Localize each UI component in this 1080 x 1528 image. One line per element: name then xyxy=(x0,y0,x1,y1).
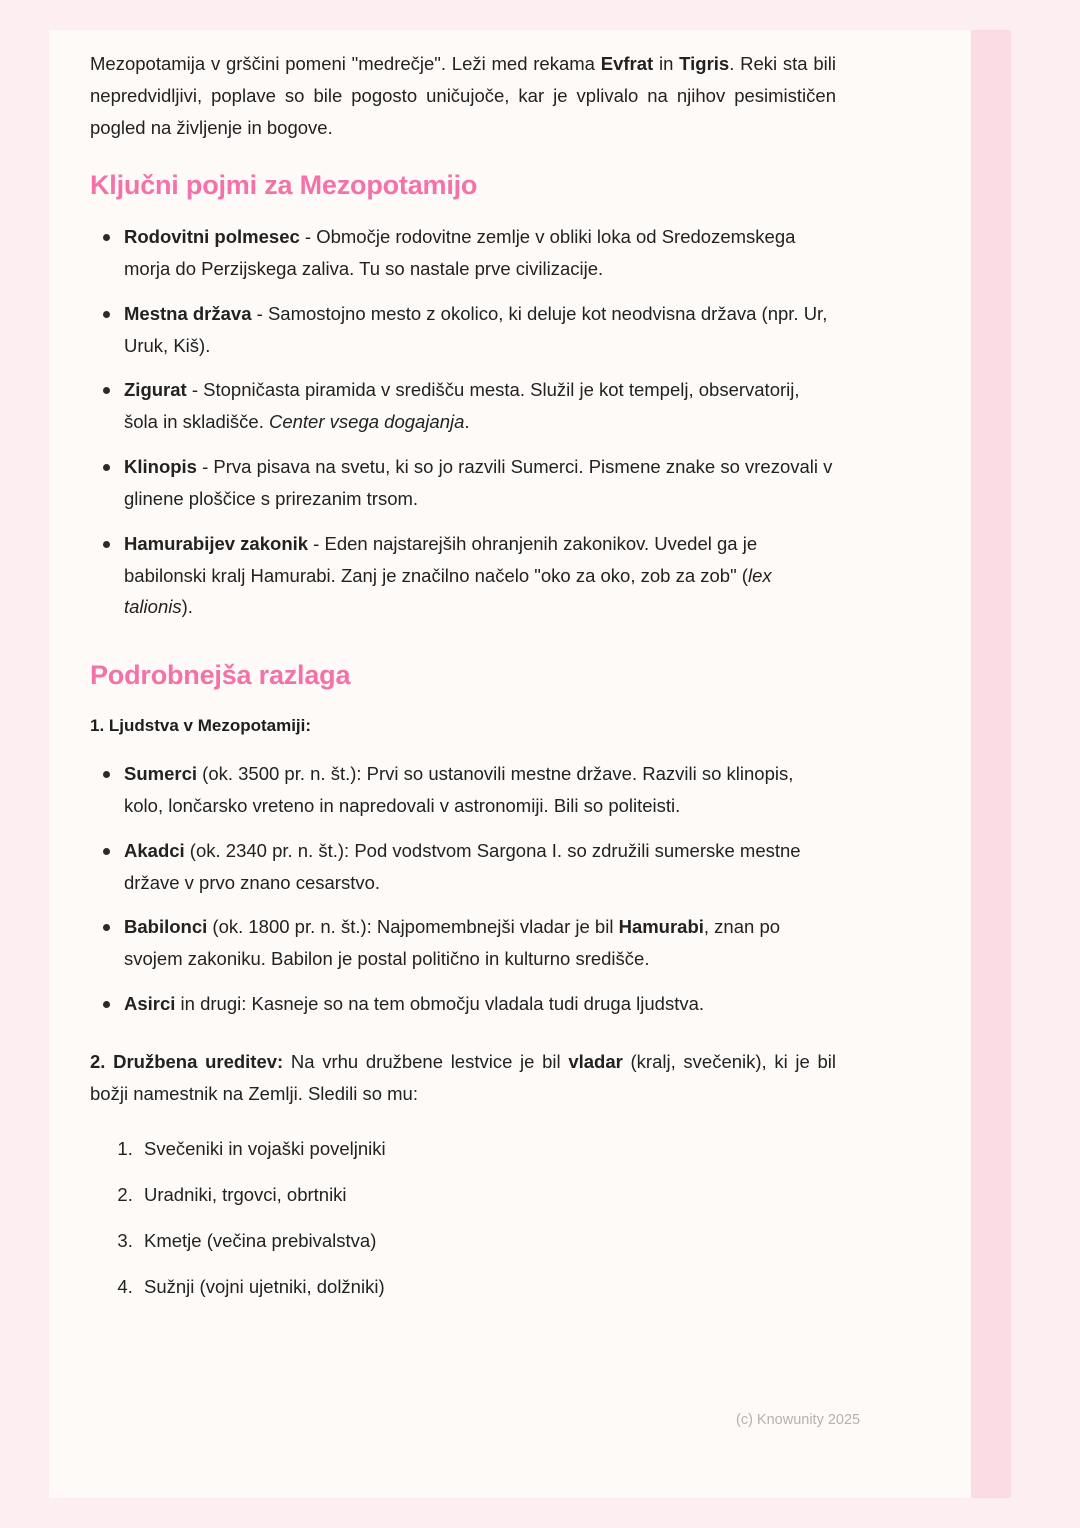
social-ranks-list xyxy=(90,1133,836,1302)
list-item xyxy=(90,374,836,438)
list-item xyxy=(90,221,836,285)
footer-credit: (c) Knowunity 2025 xyxy=(736,1412,861,1428)
peoples-list xyxy=(90,758,836,1020)
list-item xyxy=(90,988,836,1020)
list-item: 4. Sužnji (vojni ujetniki, dolžniki) xyxy=(138,1271,836,1303)
intro-bold-tigris: Tigris xyxy=(679,53,730,74)
page-side-strip xyxy=(971,30,1011,1498)
people-label: Sumerci xyxy=(124,763,198,785)
list-item xyxy=(90,298,836,362)
list-item: 1. Svečeniki in vojaški poveljniki xyxy=(138,1133,836,1165)
list-item: 3. Kmetje (večina prebivalstva) xyxy=(138,1225,836,1257)
intro-text-part1: Mezopotamija v grščini pomeni "medrečje". Leži med rekama xyxy=(90,53,601,74)
social-order-paragraph xyxy=(90,1046,836,1110)
subheading-peoples: 1. Ljudstva v Mezopotamiji: xyxy=(90,715,312,735)
people-description: in drugi: Kasneje so na tem območju vladala tudi druga ljudstva. xyxy=(175,992,705,1014)
social-order-bold-ruler: vladar xyxy=(568,1050,623,1072)
list-item xyxy=(90,835,836,899)
social-order-text1: Na vrhu družbene lestvice je bil xyxy=(283,1050,569,1072)
term-label: Hamurabijev zakonik xyxy=(124,532,309,554)
intro-text-part2: in xyxy=(653,53,680,74)
term-label: Zigurat xyxy=(124,379,187,401)
list-item xyxy=(90,911,836,975)
social-order-text2: (kralj, svečenik), ki je bil božji namestnik na Zemlji. Sledili so mu: xyxy=(90,1050,836,1104)
term-italic-note: lex talionis xyxy=(124,564,772,618)
term-description: - Prva pisava na svetu, ki so jo razvili Sumerci. Pismene znake so vrezovali v glinene ploščice s prirezanim trsom. xyxy=(124,456,833,509)
term-label: Rodovitni polmesec xyxy=(124,226,300,248)
term-description: - Stopničasta piramida v središču mesta. Služil je kot tempelj, observatorij, šola in skladišče. xyxy=(124,379,800,433)
term-description-tail: . xyxy=(464,411,470,433)
term-description: - Eden najstarejših ohranjenih zakonikov. Uvedel ga je babilonski kralj Hamurabi. Zanj je značilno načelo "oko za oko, zob za zob" ( xyxy=(124,532,758,586)
list-item xyxy=(90,528,836,623)
people-label: Babilonci xyxy=(124,916,208,938)
social-order-lead: 2. Družbena ureditev: xyxy=(90,1050,284,1072)
people-label: Akadci xyxy=(124,839,185,861)
list-item: 2. Uradniki, trgovci, obrtniki xyxy=(138,1179,836,1211)
intro-paragraph xyxy=(90,48,836,143)
term-description-tail: ). xyxy=(181,596,193,618)
people-description-tail: , znan po svojem zakoniku. Babilon je postal politično in kulturno središče. xyxy=(124,916,781,970)
term-description: - Samostojno mesto z okolico, ki deluje kot neodvisna država (npr. Ur, Uruk, Kiš). xyxy=(124,302,828,356)
note-content xyxy=(90,48,836,1317)
list-item xyxy=(90,758,836,822)
term-label: Mestna država xyxy=(124,302,252,324)
term-description: - Območje rodovitne zemlje v obliki loka od Sredozemskega morja do Perzijskega zaliva. Tu so nastale prve civilizacije. xyxy=(124,226,796,279)
people-description: (ok. 3500 pr. n. št.): Prvi so ustanovili mestne države. Razvili so klinopis, kolo, lončarsko vreteno in napredovali v astronomiji. Bili so politeisti. xyxy=(124,763,794,816)
people-description: (ok. 1800 pr. n. št.): Najpomembnejši vladar je bil xyxy=(207,916,619,938)
key-terms-list xyxy=(90,221,836,623)
intro-bold-evfrat: Evfrat xyxy=(600,53,654,74)
section-heading-detailed: Podrobnejša razlaga xyxy=(90,660,351,691)
term-italic-note: Center vsega dogajanja xyxy=(268,411,465,433)
people-label: Asirci xyxy=(124,992,176,1014)
section-heading-key-terms: Ključni pojmi za Mezopotamijo xyxy=(90,170,478,201)
people-description: (ok. 2340 pr. n. št.): Pod vodstvom Sargona I. so združili sumerske mestne države v prvo znano cesarstvo. xyxy=(124,839,801,893)
list-item xyxy=(90,451,836,515)
intro-text-part3: . Reki sta bili nepredvidljivi, poplave so bile pogosto uničujoče, kar je vplivalo na njihov pesimističen pogled na življenje in bogove. xyxy=(90,53,836,138)
people-bold-hamurabi: Hamurabi xyxy=(618,916,704,938)
term-label: Klinopis xyxy=(124,456,197,478)
